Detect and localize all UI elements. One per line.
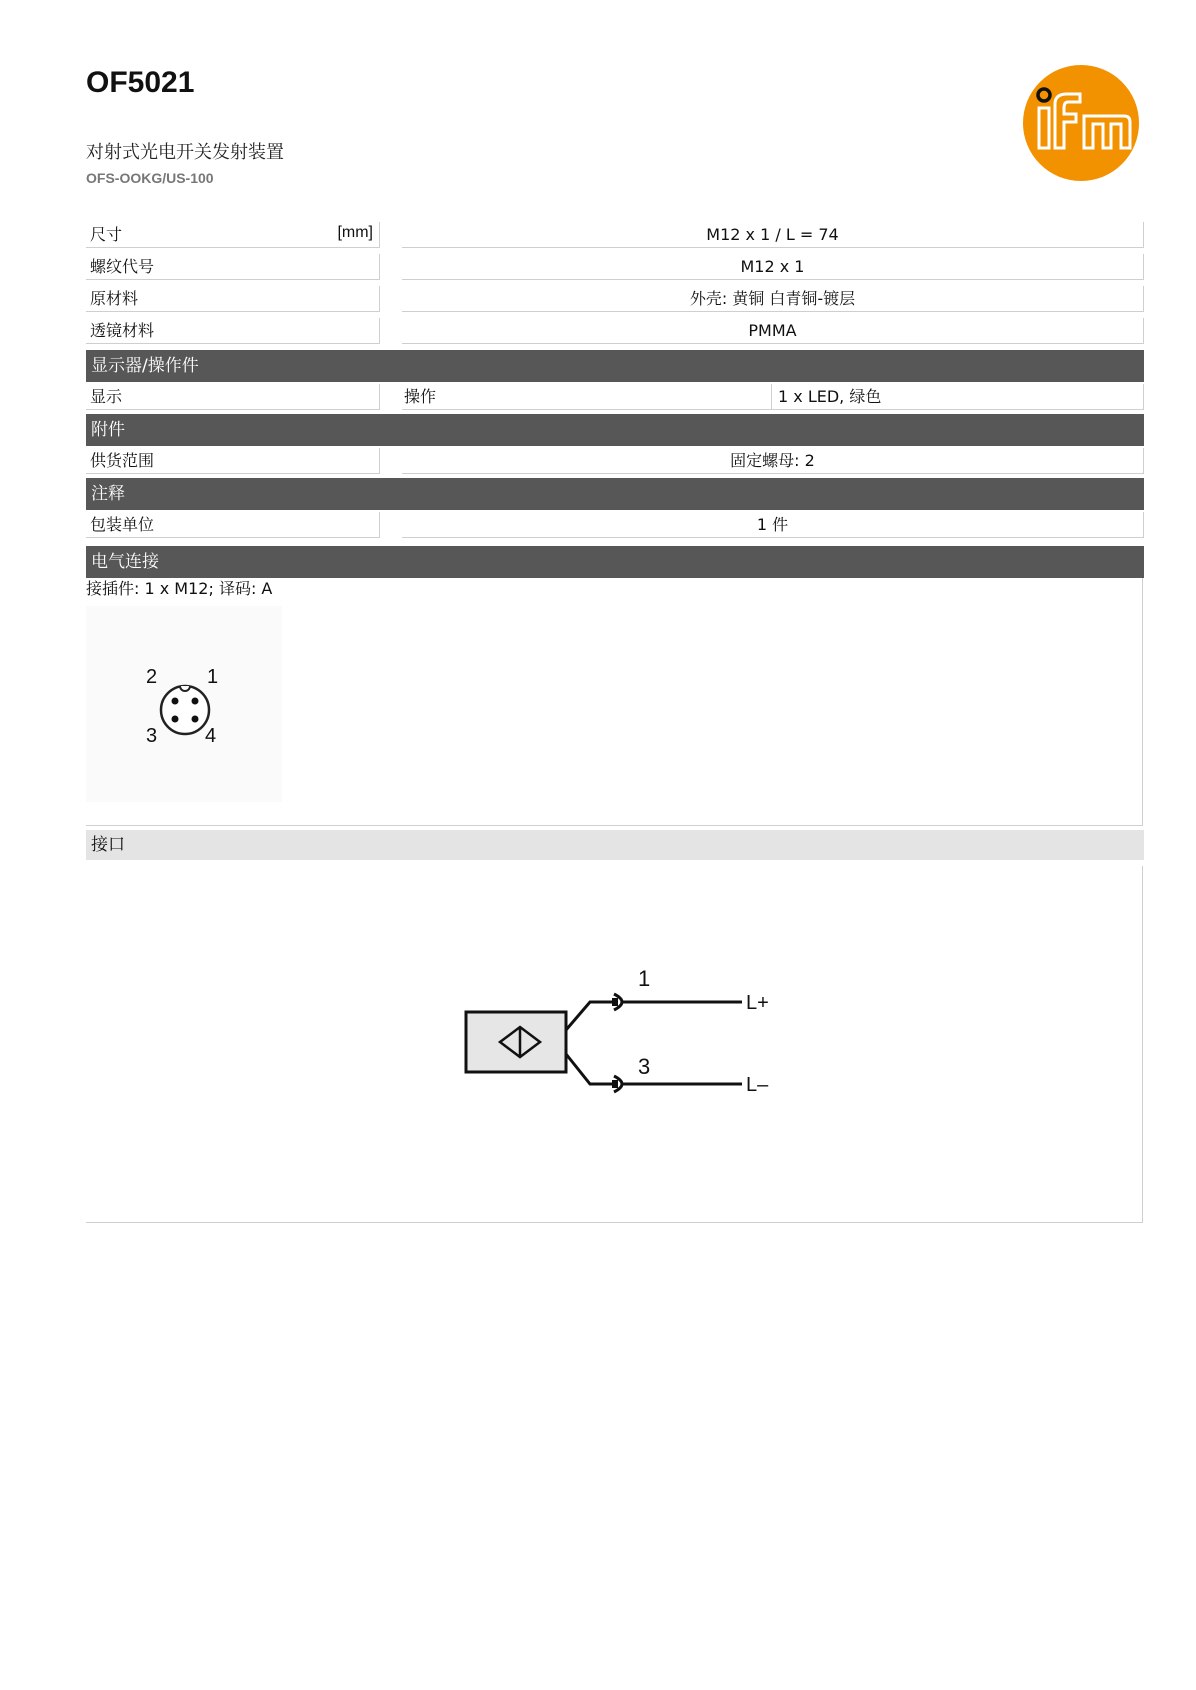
section-header-display: 显示器/操作件 (86, 350, 1144, 382)
wire-pin-label: 1 (638, 966, 651, 991)
spec-label: 透镜材料 (86, 318, 380, 344)
spec-label (86, 222, 380, 248)
section-header-notes: 注释 (86, 478, 1144, 510)
spec-label: 原材料 (86, 286, 380, 312)
spec-value: M12 x 1 (402, 254, 1144, 280)
section-header-electrical: 电气连接 (86, 546, 1144, 578)
spec-unit: [mm] (337, 224, 373, 241)
display-value-cell (402, 384, 1144, 410)
pin-label: 4 (205, 725, 217, 747)
display-row (86, 384, 1144, 410)
spec-value: M12 x 1 / L = 74 (402, 222, 1144, 248)
wire-label: L– (746, 1074, 769, 1096)
connector-description: 接插件: 1 x M12; 译码: A (86, 579, 273, 598)
spec-row-material (86, 286, 1144, 312)
spec-row-dimensions (86, 222, 1144, 248)
spec-row-lens (86, 318, 1144, 344)
notes-label: 包装单位 (86, 512, 380, 538)
wire-label: L+ (746, 992, 769, 1014)
section-header-interface: 接口 (86, 830, 1144, 860)
spec-label-text: 尺寸 (90, 225, 123, 244)
spec-row-thread (86, 254, 1144, 280)
wiring-diagram (440, 940, 800, 1100)
pin-label: 1 (207, 666, 219, 688)
accessories-row (86, 448, 1144, 474)
pinout-icon (86, 606, 282, 802)
spec-value: 外壳: 黄铜 白青铜-镀层 (402, 286, 1144, 312)
connector-pinout (86, 606, 282, 802)
spec-label: 螺纹代号 (86, 254, 380, 280)
wire-pin-label: 3 (638, 1054, 651, 1079)
notes-value: 1 件 (402, 512, 1144, 538)
ifm-logo (1022, 64, 1140, 182)
spec-value: PMMA (402, 318, 1144, 344)
section-header-accessories: 附件 (86, 414, 1144, 446)
sensor-body (466, 1012, 566, 1072)
display-label: 显示 (86, 384, 380, 410)
product-subtitle: 对射式光电开关发射装置 (86, 142, 284, 163)
notes-row (86, 512, 1144, 538)
accessories-value: 固定螺母: 2 (402, 448, 1144, 474)
display-value: 1 x LED, 绿色 (778, 387, 882, 406)
accessories-label: 供货范围 (86, 448, 380, 474)
pin-label: 2 (146, 666, 158, 688)
product-code: OFS-OOKG/US-100 (86, 170, 214, 186)
product-title: OF5021 (86, 66, 195, 99)
operation-label: 操作 (402, 384, 772, 410)
pin-label: 3 (146, 725, 158, 747)
